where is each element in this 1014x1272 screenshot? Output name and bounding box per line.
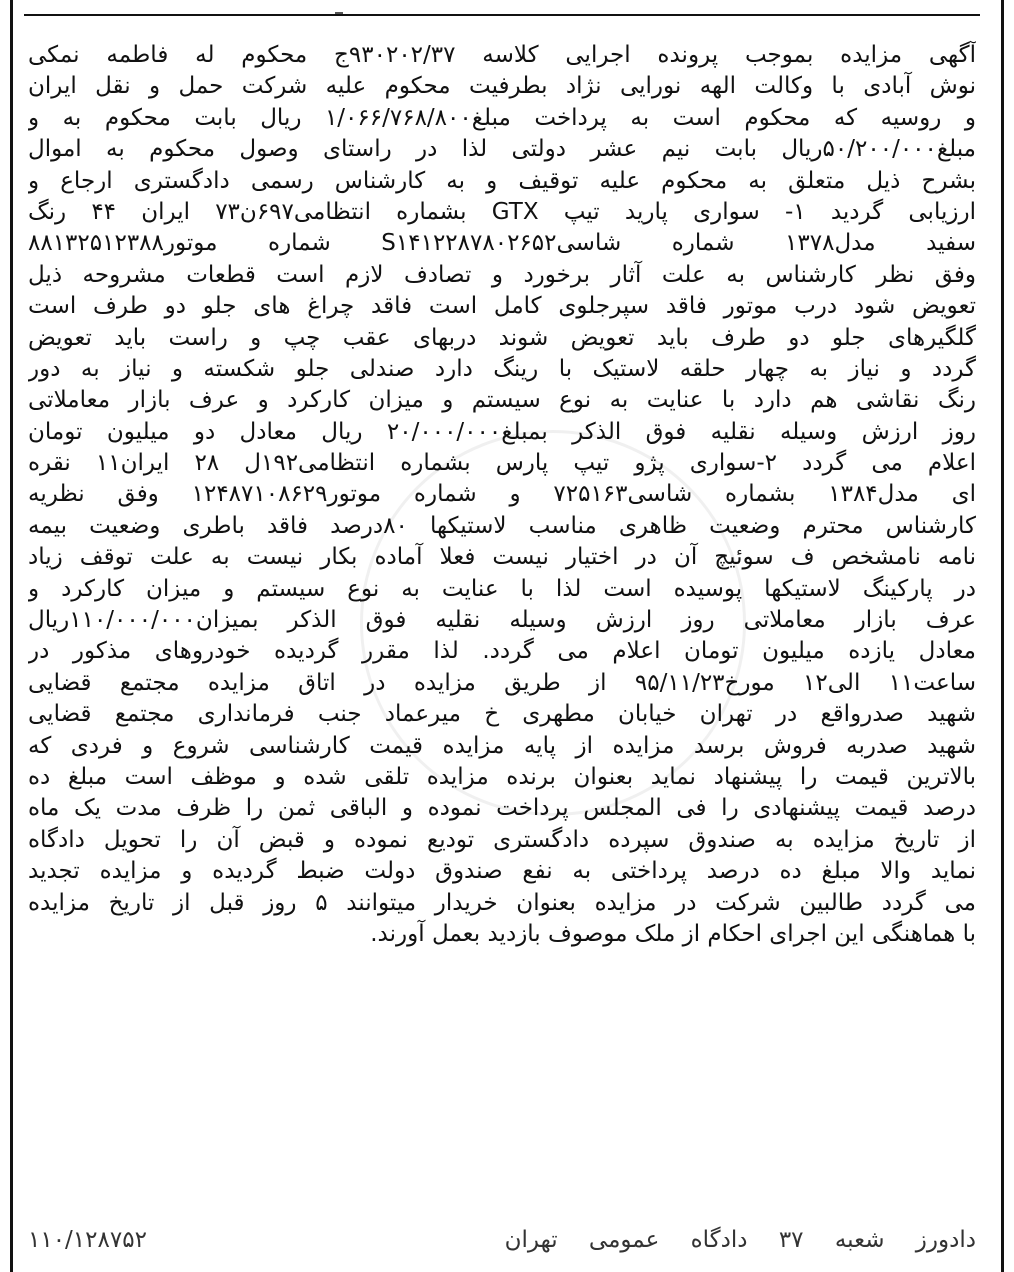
- top-border-rule: [24, 14, 980, 16]
- notice-line: گردد و نیاز به چهار حلقه لاستیک با رینگ دارد صندلی جلو شکسته و نیاز به دور: [28, 355, 976, 382]
- top-border-mark: [335, 2, 343, 14]
- notice-line: رنگ نقاشی هم دارد با عنایت به نوع سیستم و میزان کارکرد و عرف بازار معاملاتی: [28, 387, 976, 414]
- notice-line: شهید صدرواقع در تهران خیابان مطهری خ میرعماد جنب فرمانداری مجتمع قضایی: [28, 701, 976, 728]
- notice-line: درصد قیمت پیشنهادی را فی المجلس پرداخت نموده و الباقی ثمن را ظرف مدت یک ماه: [28, 795, 976, 822]
- issuing-authority: دادورز شعبه ۳۷ دادگاه عمومی تهران: [504, 1227, 976, 1253]
- notice-line: شهید صدربه فروش برسد مزایده از پایه مزایده قیمت کارشناسی شروع و فردی که: [28, 732, 976, 759]
- notice-line: ساعت۱۱ الی۱۲ مورخ۹۵/۱۱/۲۳ از طریق مزایده در اتاق مزایده مجتمع قضایی: [28, 669, 976, 696]
- notice-line: سفید مدل۱۳۷۸ شماره شاسیS۱۴۱۲۲۸۷۸۰۲۶۵۲ شماره موتور۸۸۱۳۲۵۱۲۳۸۸: [28, 230, 976, 257]
- notice-line: بالاترین قیمت را پیشنهاد نماید بعنوان برنده مزایده تلقی شده و موظف است مبلغ ده: [28, 763, 976, 790]
- notice-line: عرف بازار معاملاتی روز ارزش وسیله نقلیه فوق الذکر بمیزان۱۱۰/۰۰۰/۰۰۰ریال: [28, 607, 976, 634]
- notice-line: آگهی مزایده بموجب پرونده اجرایی کلاسه ۹۳۰۲۰۲/۳۷ج محکوم له فاطمه نمکی: [28, 42, 976, 68]
- notice-line: وفق نظر کارشناس به علت آثار برخورد و تصادف لازم است قطعات مشروحه ذیل: [28, 261, 976, 288]
- notice-line: در پارکینگ لاستیکها پوسیده است لذا با عنایت به نوع سیستم و میزان کارکرد و: [28, 575, 976, 602]
- notice-line: روز ارزش وسیله نقلیه فوق الذکر بمبلغ۲۰/۰۰۰/۰۰۰ ریال معادل دو میلیون تومان: [28, 418, 976, 445]
- notice-line: گلگیرهای جلو دو طرف باید تعویض شوند دربهای عقب چپ و راست باید تعویض: [28, 324, 976, 351]
- notice-line: و روسیه که محکوم است به پرداخت مبلغ۱/۰۶۶/۷۶۸/۸۰۰ ریال بابت محکوم به و: [28, 104, 976, 131]
- notice-line: از تاریخ مزایده به صندوق سپرده دادگستری تودیع نموده و قبض آن را تحویل دادگاه: [28, 826, 976, 853]
- notice-line: اعلام می گردد ۲-سواری پژو تیپ پارس بشماره انتظامی۱۹۲ل ۲۸ ایران۱۱ نقره: [28, 450, 976, 477]
- notice-line: با هماهنگی این اجرای احکام از ملک موصوف بازدید بعمل آورند.: [370, 920, 976, 947]
- notice-line: معادل یازده میلیون تومان اعلام می گردد. لذا مقرر گردیده خودروهای مذکور در: [28, 638, 976, 665]
- notice-line: می گردد طالبین شرکت در مزایده بعنوان خریدار میتوانند ۵ روز قبل از تاریخ مزایده: [28, 889, 976, 916]
- notice-line: نماید والا مبلغ ده درصد پرداختی به نفع صندوق دولت ضبط گردیده و مزایده تجدید: [28, 858, 976, 885]
- notice-line: ارزیابی گردید ۱- سواری پارید تیپ GTX بشماره انتظامی۶۹۷ن۷۳ ایران ۴۴ رنگ: [28, 198, 976, 225]
- notice-reference-number: ۱۱۰/۱۲۸۷۵۲: [28, 1227, 147, 1253]
- notice-line: بشرح ذیل متعلق به محکوم علیه توقیف و به کارشناس رسمی دادگستری ارجاع و: [28, 167, 976, 194]
- auction-notice-body: [28, 40, 976, 950]
- notice-line: ای مدل۱۳۸۴ بشماره شاسی۷۲۵۱۶۳ و شماره موتور۱۲۴۸۷۱۰۸۶۲۹ وفق نظریه: [28, 481, 976, 508]
- notice-line: نوش آبادی با وکالت الهه نورایی نژاد بطرفیت محکوم علیه شرکت حمل و نقل ایران: [28, 73, 976, 100]
- signature-footer: [28, 1222, 976, 1258]
- notice-line: مبلغ۵۰/۲۰۰/۰۰۰ریال بابت نیم عشر دولتی لذا در راستای وصول محکوم به اموال: [28, 136, 976, 163]
- notice-line: کارشناس محترم وضعیت ظاهری مناسب لاستیکها ۸۰درصد فاقد باطری وضعیت بیمه: [28, 512, 976, 539]
- notice-line: تعویض شود درب موتور فاقد سپرجلوی کامل است فاقد چراغ های جلو دو طرف است: [28, 293, 976, 320]
- notice-line: نامه نامشخص ف سوئیچ آن در اختیار نیست فعلا آماده بکار نیست به علت توقف زیاد: [28, 544, 976, 571]
